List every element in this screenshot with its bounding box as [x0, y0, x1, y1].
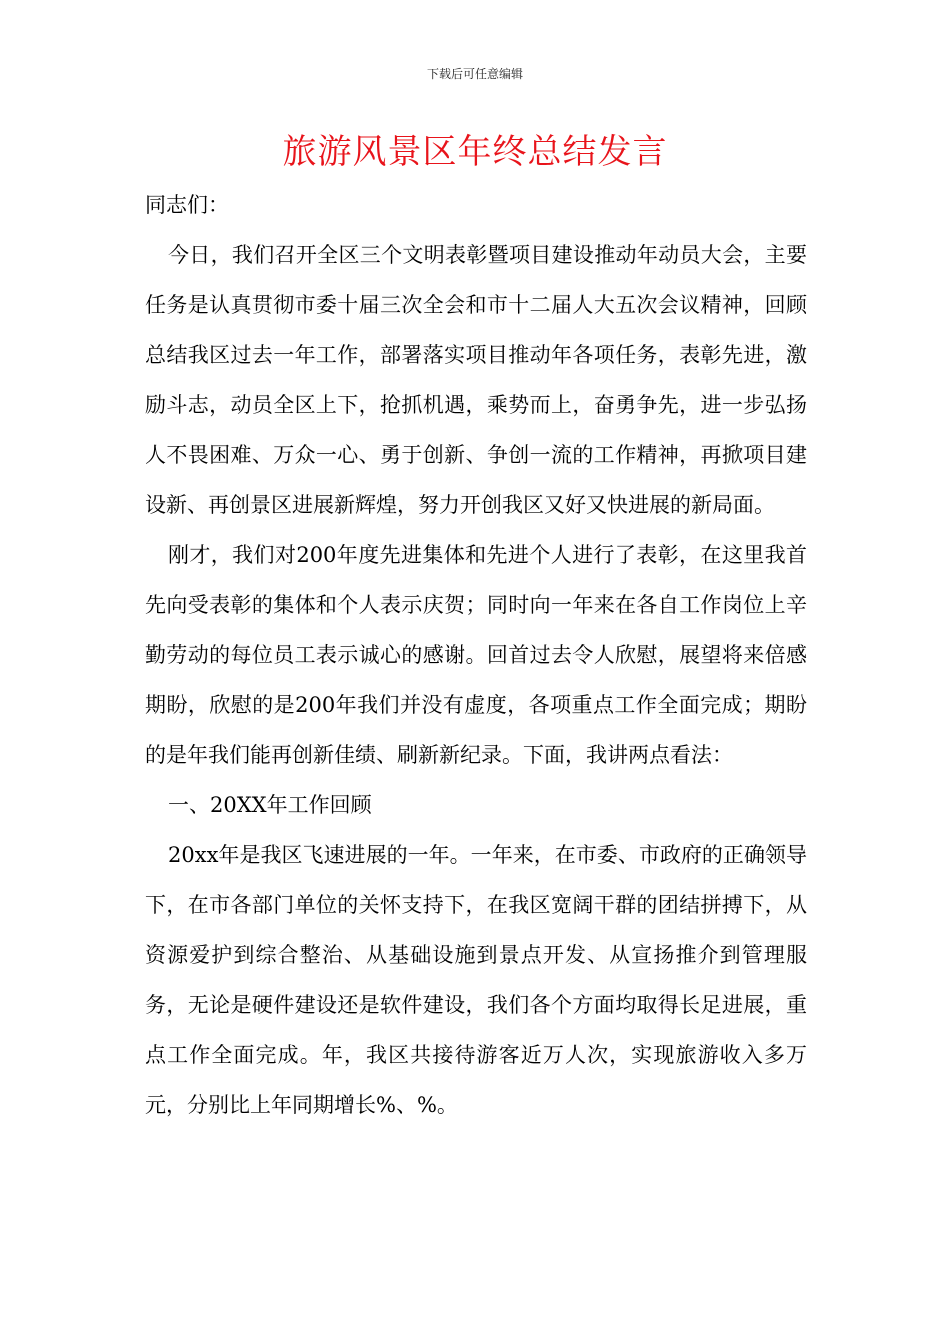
document-title: 旅游风景区年终总结发言 [282, 132, 668, 172]
header-note: 下载后可任意编辑 [426, 67, 523, 81]
paragraph-commendation: 刚才，我们对200年度先进集体和先进个人进行了表彰，在这里我首先向受表彰的集体和个人表示庆贺；同时向一年来在各自工作岗位上辛勤劳动的每位员工表示诚心的感谢。回首过去令人欣慰，展望将来倍感期盼，欣慰的是200年我们并没有虚度，各项重点工作全面完成；期盼的是年我们能再创新佳绩、刷新新纪录。下面，我讲两点看法： [145, 543, 807, 767]
paragraph-opening: 今日，我们召开全区三个文明表彰暨项目建设推动年动员大会，主要任务是认真贯彻市委十届三次全会和市十二届人大五次会议精神，回顾总结我区过去一年工作，部署落实项目推动年各项任务，表彰先进，激励斗志，动员全区上下，抢抓机遇，乘势而上，奋勇争先，进一步弘扬人不畏困难、万众一心、勇于创新、争创一流的工作精神，再掀项目建设新、再创景区进展新辉煌，努力开创我区又好又快进展的新局面。 [145, 243, 807, 517]
section-heading: 一、20XX年工作回顾 [168, 793, 372, 817]
document-body [145, 180, 807, 1130]
paragraph-review: 20xx年是我区飞速进展的一年。一年来，在市委、市政府的正确领导下，在市各部门单位的关怀支持下，在我区宽阔干群的团结拼搏下，从资源爱护到综合整治、从基础设施到景点开发、从宣扬推介到管理服务，无论是硬件建设还是软件建设，我们各个方面均取得长足进展，重点工作全面完成。年，我区共接待游客近万人次，实现旅游收入多万元，分别比上年同期增长%、%。 [145, 843, 807, 1117]
salutation: 同志们： [145, 193, 229, 217]
